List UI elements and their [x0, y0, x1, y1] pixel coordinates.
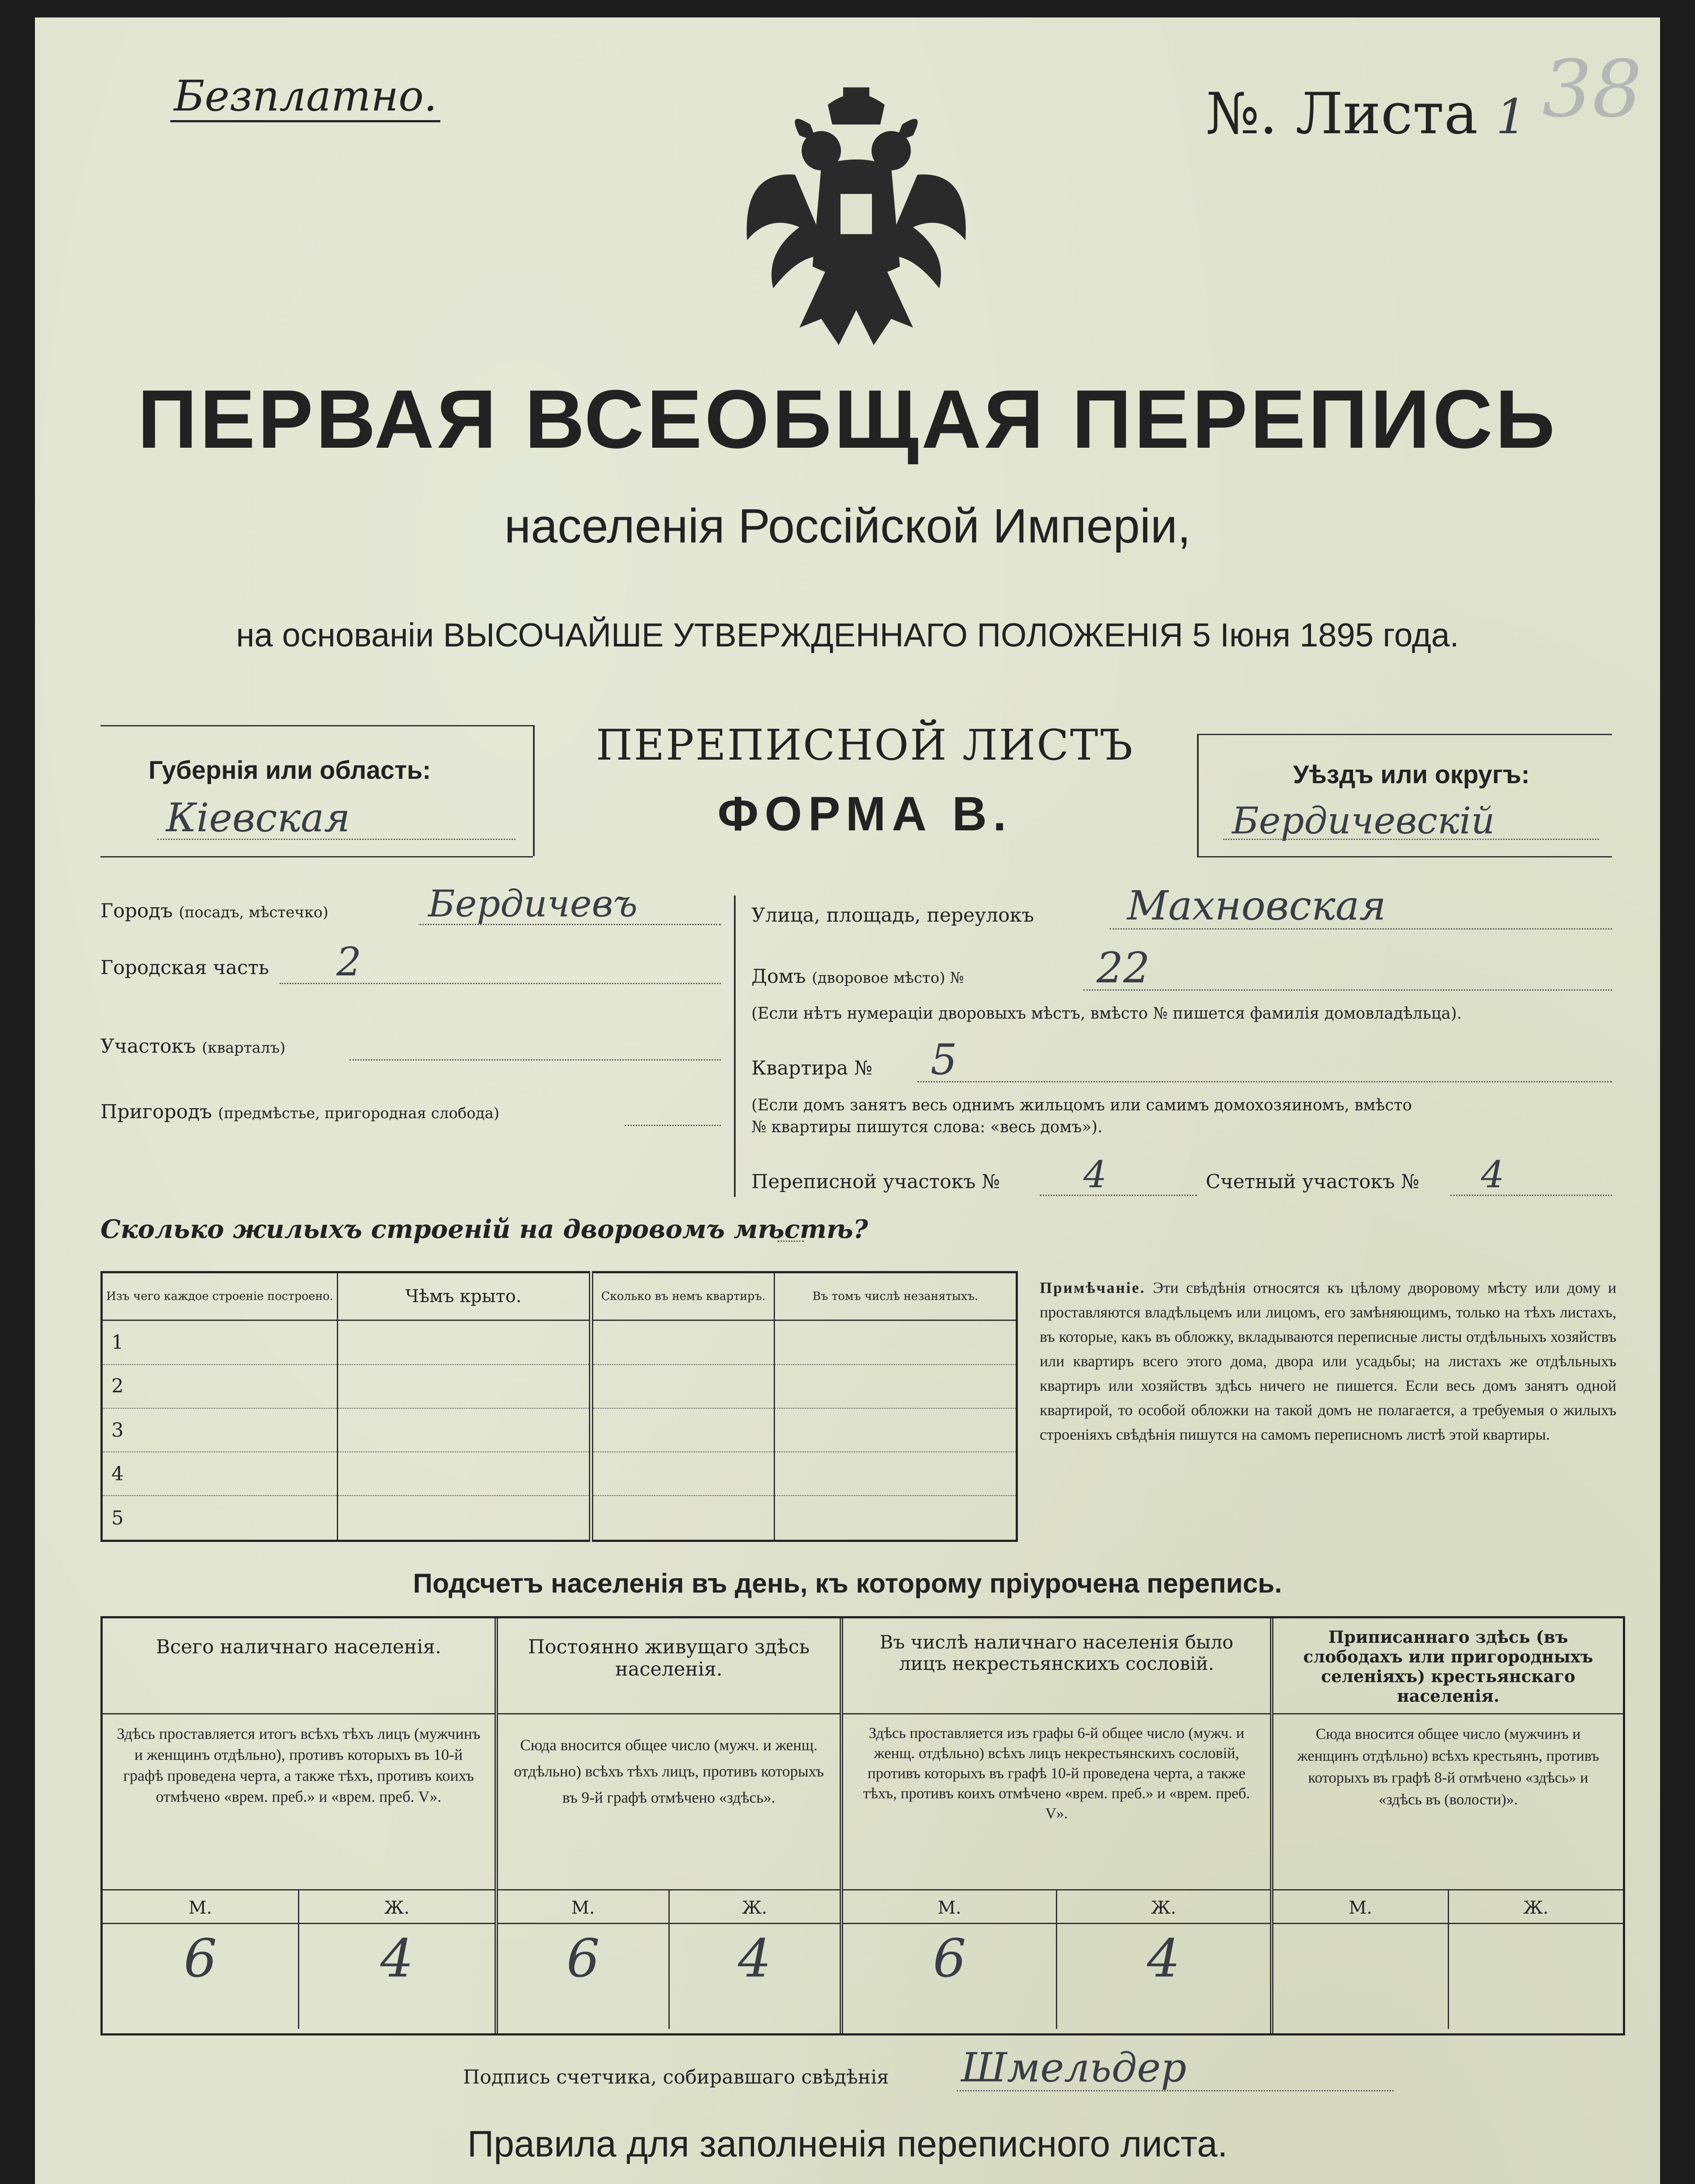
page-title: ПЕРВАЯ ВСЕОБЩАЯ ПЕРЕПИСЬ [137, 373, 1558, 466]
double-headed-eagle-crest-icon [734, 83, 979, 354]
uezd-label: Уѣздъ или округъ: [1293, 760, 1530, 789]
male-label: М. [1273, 1890, 1449, 1923]
peasant-male-value [1273, 1924, 1449, 2029]
note-text: Эти свѣдѣнія относятся къ цѣлому дворовому мѣсту или дому и проставляются владѣльцемъ или лицомъ, его замѣняющимъ, только на тѣхъ листахъ, въ которые, какъ въ обложку, вкладываются переписные листы отдѣльныхъ хозяйствъ или квартиръ всего этого дома, двора или усадьбы; на листахъ же отдѣльныхъ квартиръ или хозяйствъ здѣсь ничего не пишется. Если весь домъ занятъ одной квартирой, то особой обложки на такой домъ не полагается, а требуемыя о жилыхъ строеніяхъ свѣдѣнія пишутся на самомъ переписномъ листѣ этой квартиры. [1040, 1279, 1617, 1443]
apartment-label: Квартира № [751, 1057, 872, 1079]
city-label: Городъ [100, 900, 173, 922]
female-label: Ж. [1523, 1898, 1549, 1918]
count-column-head: Приписаннаго здѣсь (въ слободахъ или пригородныхъ селеніяхъ) крестьянскаго населенія. [1273, 1618, 1623, 1714]
buildings-header-apartments: Сколько въ немъ квартиръ. [591, 1272, 775, 1320]
buildings-note [1040, 1275, 1616, 1447]
buildings-header-material: Изъ чего каждое строеніе построено. [102, 1272, 338, 1320]
total-female-value: 4 [380, 1928, 414, 1989]
ward-field [100, 1035, 285, 1057]
buildings-table [100, 1271, 1018, 1542]
apartment-value: 5 [931, 1035, 958, 1084]
buildings-header-roof: Чѣмъ крыто. [338, 1272, 591, 1320]
free-label: Безплатно. [170, 72, 440, 122]
male-label: М. [498, 1890, 670, 1923]
census-district-value: 4 [1083, 1153, 1107, 1196]
sheet-number-label: №. Листа [1206, 80, 1478, 147]
buildings-row: 4 [102, 1452, 1017, 1496]
uezd-value: Бердичевскій [1232, 799, 1495, 842]
city-part-label: Городская часть [100, 957, 269, 979]
count-column-desc: Сюда вносится общее число (мужч. и женщ. отдѣльно) всѣхъ тѣхъ лицъ, противъ которыхъ въ 9-й графѣ отмѣчено «здѣсь». [514, 1736, 824, 1806]
note-head: Примѣчаніе. [1040, 1279, 1145, 1296]
male-label: М. [843, 1890, 1057, 1923]
count-column-permanent [498, 1618, 843, 2033]
guberniya-label: Губернія или область: [149, 756, 431, 784]
census-sheet [35, 17, 1660, 2184]
buildings-row: 3 [102, 1408, 1017, 1452]
street-label: Улица, площадь, переулокъ [751, 904, 1034, 926]
buildings-header-vacant: Въ томъ числѣ незанятыхъ. [775, 1272, 1017, 1320]
house-label: Домъ [751, 965, 806, 988]
city-field [100, 900, 329, 922]
count-column-head: Въ числѣ наличнаго населенія было лицъ некрестьянскихъ сословій. [843, 1618, 1270, 1714]
buildings-row: 2 [102, 1365, 1017, 1408]
page-subtitle: населенія Россійской Имперіи, [504, 499, 1191, 553]
apartment-hint-2: № квартиры пишутся слова: «весь домъ»). [751, 1118, 1103, 1136]
ward-note: (кварталъ) [202, 1039, 286, 1057]
sheet-number-value: 1 [1496, 89, 1527, 145]
female-label: Ж. [1151, 1898, 1176, 1918]
count-column-head: Постоянно живущаго здѣсь населенія. [498, 1618, 840, 1714]
house-field [751, 965, 964, 988]
city-part-field [100, 957, 269, 979]
permanent-male-value: 6 [498, 1924, 670, 2029]
signature-label: Подпись счетчика, собиравшаго свѣдѣнія [463, 2066, 889, 2088]
count-column-desc: Здѣсь проставляется итогъ всѣхъ тѣхъ лицъ (мужчинъ и женщинъ отдѣльно), противъ которыхъ въ 10-й графѣ проведена черта, а также тѣхъ, противъ коихъ отмѣчено «врем. преб.» и «врем. преб. V». [117, 1725, 481, 1805]
guberniya-value: Кіевская [166, 795, 350, 841]
buildings-question: Сколько жилыхъ строеній на дворовомъ мѣстѣ? [100, 1214, 868, 1244]
female-label: Ж. [384, 1898, 410, 1918]
count-column-head: Всего наличнаго населенія. [103, 1618, 495, 1714]
count-column-nonpeasant [843, 1618, 1273, 2033]
buildings-row: 1 [102, 1320, 1017, 1365]
form-type: ФОРМА В. [717, 787, 1013, 841]
peasant-female-value [1449, 1924, 1623, 2029]
count-title: Подсчетъ населенія въ день, къ которому пріурочена перепись. [413, 1569, 1282, 1599]
legal-basis: на основаніи ВЫСОЧАЙШЕ УТВЕРЖДЕННАГО ПОЛОЖЕНІЯ 5 Іюня 1895 года. [236, 617, 1459, 654]
ward-label: Участокъ [100, 1035, 196, 1057]
count-column-desc: Сюда вносится общее число (мужчинъ и женщинъ отдѣльно) всѣхъ крестьянъ, противъ которыхъ въ графѣ 8-й отмѣчено «здѣсь» и «здѣсь въ (волости)». [1297, 1725, 1599, 1808]
count-district-value: 4 [1481, 1153, 1505, 1196]
sheet-number [1206, 80, 1527, 147]
male-label: М. [103, 1890, 299, 1923]
house-value: 22 [1097, 943, 1150, 992]
suburb-field [100, 1101, 499, 1123]
count-column-peasant [1273, 1618, 1623, 2033]
city-note: (посадъ, мѣстечко) [179, 904, 329, 921]
nonpeasant-male-value: 6 [843, 1924, 1057, 2029]
permanent-female-value: 4 [738, 1928, 771, 1989]
city-value: Бердичевъ [428, 882, 638, 925]
form-name: ПЕРЕПИСНОЙ ЛИСТЪ [596, 721, 1134, 770]
count-column-total [103, 1618, 498, 2033]
total-male-value: 6 [103, 1924, 299, 2029]
house-hint: (Если нѣтъ нумераціи дворовыхъ мѣстъ, вмѣсто № пишется фамилія домовладѣльца). [751, 1005, 1462, 1023]
signature-value: Шмельдер [961, 2044, 1187, 2091]
archive-stamp: 38 [1542, 44, 1643, 135]
count-district-label: Счетный участокъ № [1206, 1171, 1419, 1193]
apartment-hint-1: (Если домъ занятъ весь однимъ жильцомъ или самимъ домохозяиномъ, вмѣсто [751, 1096, 1412, 1114]
count-column-desc: Здѣсь проставляется изъ графы 6-й общее число (мужч. и женщ. отдѣльно) всѣхъ лицъ некрестьянскихъ сословій, противъ которыхъ въ графѣ 10-й проведена черта, а также тѣхъ, противъ коихъ отмѣчено «врем. преб.» и «врем. преб. V». [863, 1724, 1250, 1822]
city-part-value: 2 [336, 939, 362, 985]
house-note: (дворовое мѣсто) № [812, 969, 964, 987]
female-label: Ж. [742, 1898, 768, 1918]
street-value: Махновская [1127, 882, 1386, 929]
census-district-label: Переписной участокъ № [751, 1171, 1000, 1193]
nonpeasant-female-value: 4 [1147, 1928, 1180, 1989]
buildings-row: 5 [102, 1496, 1017, 1541]
suburb-note: (предмѣстье, пригородная слобода) [218, 1105, 500, 1122]
count-table [100, 1616, 1625, 2035]
suburb-label: Пригородъ [100, 1101, 212, 1123]
rules-title: Правила для заполненія переписного листа. [467, 2123, 1228, 2164]
